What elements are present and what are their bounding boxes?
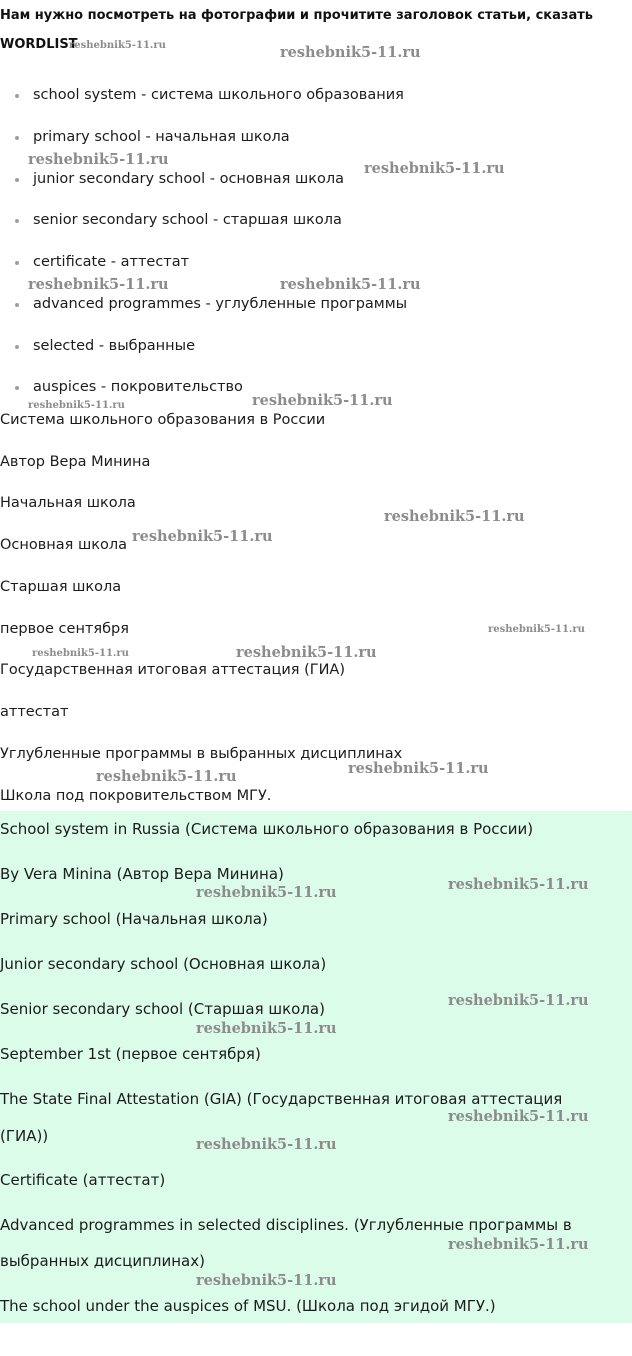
watermark: reshebnik5-11.ru (196, 1272, 337, 1289)
watermark: reshebnik5-11.ru (32, 648, 129, 659)
answer-line: выбранных дисциплинах) (0, 1252, 205, 1270)
answer-line: Junior secondary school (Основная школа) (0, 955, 327, 973)
answer-line: Senior secondary school (Старшая школа) (0, 1000, 325, 1018)
watermark: reshebnik5-11.ru (96, 768, 237, 785)
wordlist-item: selected - выбранные (33, 338, 196, 354)
russian-line: Автор Вера Минина (0, 454, 151, 470)
watermark: reshebnik5-11.ru (448, 1108, 589, 1125)
watermark: reshebnik5-11.ru (348, 760, 489, 777)
russian-line: Основная школа (0, 537, 128, 553)
wordlist-heading: WORDLIST (0, 37, 78, 52)
russian-line: первое сентября (0, 621, 129, 637)
watermark: reshebnik5-11.ru (252, 392, 393, 409)
watermark: reshebnik5-11.ru (132, 528, 273, 545)
russian-line: Система школьного образования в России (0, 412, 326, 428)
russian-line: Начальная школа (0, 495, 136, 511)
watermark: reshebnik5-11.ru (448, 876, 589, 893)
answer-line: The school under the auspices of MSU. (Школа под эгидой МГУ.) (0, 1297, 496, 1315)
answer-line: By Vera Minina (Автор Вера Минина) (0, 865, 284, 883)
page-title: Нам нужно посмотреть на фотографии и прочитите заголовок статьи, сказать (0, 8, 593, 23)
answer-line: Advanced programmes in selected disciplines. (Углубленные программы в (0, 1216, 572, 1234)
answer-line: September 1st (первое сентября) (0, 1045, 261, 1063)
answer-line: Certificate (аттестат) (0, 1171, 166, 1189)
wordlist-item: advanced programmes - углубленные программы (33, 296, 408, 312)
russian-line: Государственная итоговая аттестация (ГИА) (0, 662, 345, 678)
watermark: reshebnik5-11.ru (448, 1236, 589, 1253)
watermark: reshebnik5-11.ru (196, 1020, 337, 1037)
wordlist-item: auspices - покровительство (33, 379, 243, 395)
watermark: reshebnik5-11.ru (69, 40, 166, 51)
russian-line: аттестат (0, 704, 69, 720)
watermark: reshebnik5-11.ru (384, 508, 525, 525)
watermark: reshebnik5-11.ru (448, 992, 589, 1009)
wordlist-item: primary school - начальная школа (33, 129, 290, 145)
russian-line: Школа под покровительством МГУ. (0, 788, 272, 804)
wordlist-item: senior secondary school - старшая школа (33, 212, 342, 228)
watermark: reshebnik5-11.ru (28, 400, 125, 411)
russian-line: Углубленные программы в выбранных дисциплинах (0, 746, 403, 762)
watermark: reshebnik5-11.ru (196, 1136, 337, 1153)
answer-line: (ГИА)) (0, 1127, 49, 1145)
watermark: reshebnik5-11.ru (28, 276, 169, 293)
watermark: reshebnik5-11.ru (236, 644, 377, 661)
watermark: reshebnik5-11.ru (28, 151, 169, 168)
russian-line: Старшая школа (0, 579, 122, 595)
wordlist-item: junior secondary school - основная школа (33, 171, 345, 187)
watermark: reshebnik5-11.ru (196, 884, 337, 901)
answer-line: Primary school (Начальная школа) (0, 910, 268, 928)
watermark: reshebnik5-11.ru (364, 160, 505, 177)
watermark: reshebnik5-11.ru (488, 624, 585, 635)
wordlist-item: school system - система школьного образования (33, 87, 404, 103)
answer-line: The State Final Attestation (GIA) (Государственная итоговая аттестация (0, 1090, 563, 1108)
watermark: reshebnik5-11.ru (280, 276, 421, 293)
watermark: reshebnik5-11.ru (280, 44, 421, 61)
answer-line: School system in Russia (Система школьного образования в России) (0, 820, 534, 838)
wordlist-item: certificate - аттестат (33, 254, 190, 270)
